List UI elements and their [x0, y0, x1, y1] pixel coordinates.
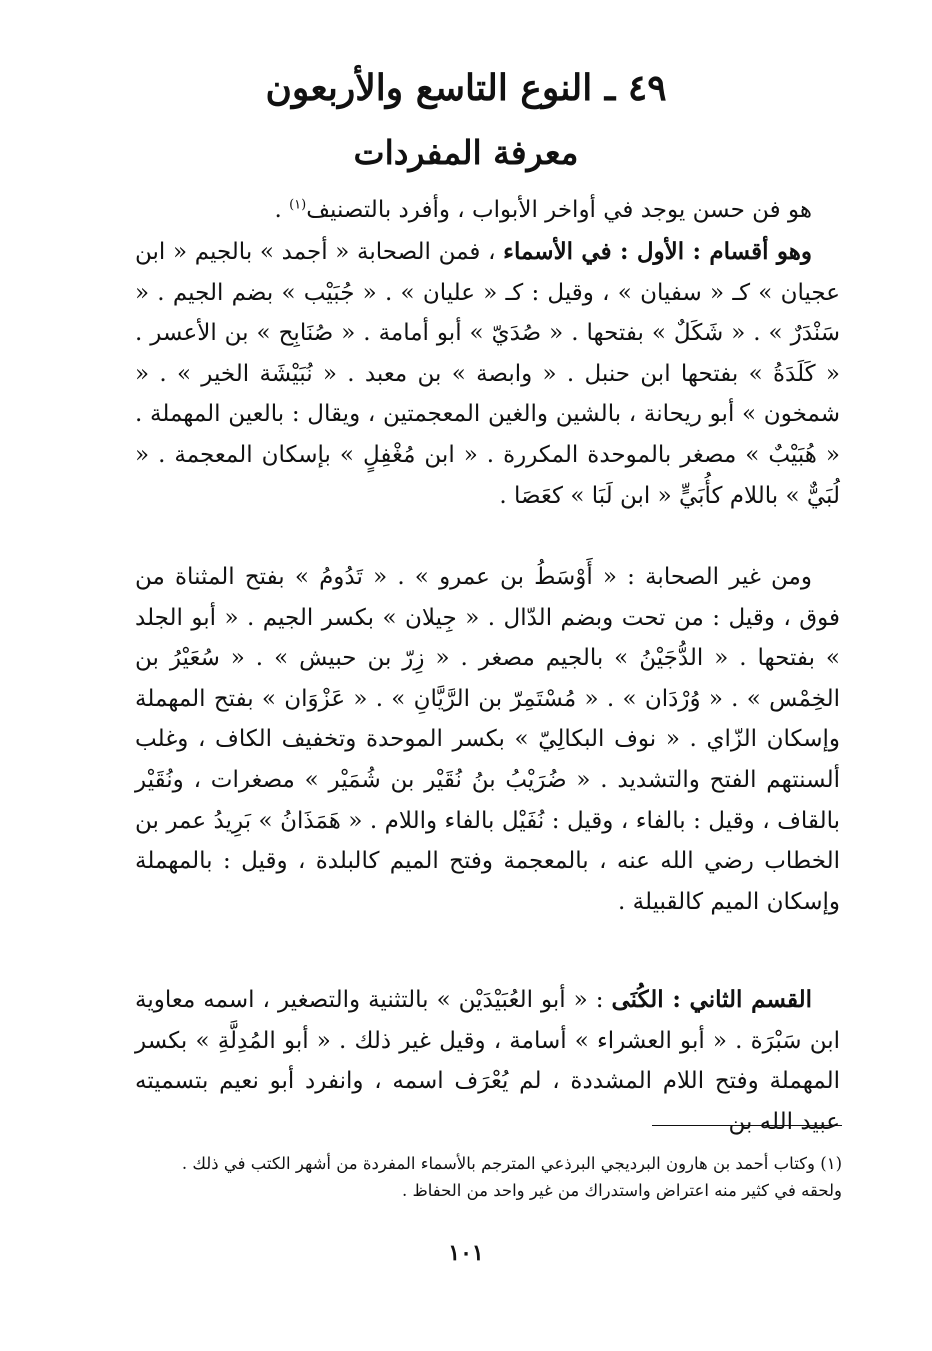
paragraph-lead-bold: القسم الثاني : الكُنَى — [611, 986, 812, 1013]
paragraph-text: ومن غير الصحابة : « أَوْسَطُ بن عمرو » . « تَدُومُ » بفتح المثناة من فوق ، وقيل : من تحت وبضم الدّال . « جِيلان » بكسر الجيم . « أبو الجلد » بفتحها . « الدُّجَيْنُ » بالجيم مصغر . « زِرّ بن حبيش » . « سُعَيْرُ بن الخِمْس » . « وُرْدَان » . « مُسْتَمِرّ بن الرَّيَّانِ » . « عَزْوَان » بفتح المهملة وإسكان الزّاي . « نوف البكالِيّ » بكسر الموحدة وتخفيف الكاف ، وغلب ألسنتهم الفتح والتشديد . « ضُرَيْبُ بنُ نُقَيْر بن شُمَيْر » مصغرات ، ونُقَيْر بالقاف ، وقيل : بالفاء ، وقيل : نُفَيْل بالفاء واللام . « هَمَذَانُ » بَرِيدُ عمر بن الخطاب رضي الله عنه ، بالمعجمة وفتح الميم كالبلدة ، وقيل : بالمهملة وإسكان الميم كالقبيلة . — [135, 564, 840, 915]
footnote-mark: (١) — [820, 1154, 842, 1173]
paragraph-lead-bold: الأول : في الأسماء — [503, 238, 685, 265]
section-title: معرفة المفردات — [353, 133, 579, 172]
footnote-separator — [652, 1125, 842, 1126]
paragraph-text: ، فمن الصحابة « أجمد » بالجيم « ابن عجيان » كـ « سفيان » ، وقيل : كـ « عليان » . « جُبَيْب » بضم الجيم . « سَنْدَرٌ » . « شَكَلٌ » بفتحها . « صُدَيّ » أبو أمامة . « صُنَابِح » بن الأعسر . « كَلَدَةُ » بفتحها ابن حنبل . « وابصة » بن معبد . « نُبَيْشَة الخير » . « شمخون » أبو ريحانة ، بالشين والغين المعجمتين ، ويقال : بالعين المهملة . « هُبَيْبٌ » مصغر بالموحدة المكررة . « ابن مُغْفِلٍ » بإسكان المعجمة . « لُبَيٌّ » باللام كأُبَيٍّ « ابن لَبَا » كعَصَا . — [135, 239, 840, 509]
paragraph-text: : « أبو العُبَيْدَيْن » بالتثنية والتصغير ، اسمه معاوية ابن سَبْرَة . « أبو العشراء » أسامة ، وقيل غير ذلك . « أبو المُدِلَّةِ » بكسر المهملة وفتح اللام المشددة ، لم يُعْرَف اسمه ، وانفرد أبو نعيم بتسميته عبيد الله بن — [135, 987, 840, 1135]
paragraph-end: . — [274, 197, 290, 223]
paragraph-kunya — [135, 980, 840, 1142]
paragraph-lead: وهو أقسام : — [684, 238, 813, 265]
footnote — [150, 1150, 842, 1204]
chapter-title: ٤٩ ـ النوع التاسع والأربعون — [265, 67, 667, 109]
page-number: ١٠١ — [448, 1240, 484, 1266]
footnote-reference[interactable]: (١) — [289, 197, 307, 213]
paragraph-text: هو فن حسن يوجد في أواخر الأبواب ، وأفرد بالتصنيف — [306, 197, 812, 223]
footnote-line-2: ولحقه في كثير منه اعتراض واستدراك من غير واحد من الحفاظ . — [401, 1181, 842, 1200]
paragraph-non-companions — [135, 557, 840, 922]
paragraph-companions — [135, 232, 840, 516]
footnote-line-1: وكتاب أحمد بن هارون البرديجي البرذعي المترجم بالأسماء المفردة من أشهر الكتب في ذلك . — [181, 1154, 821, 1173]
paragraph-intro — [135, 190, 840, 231]
